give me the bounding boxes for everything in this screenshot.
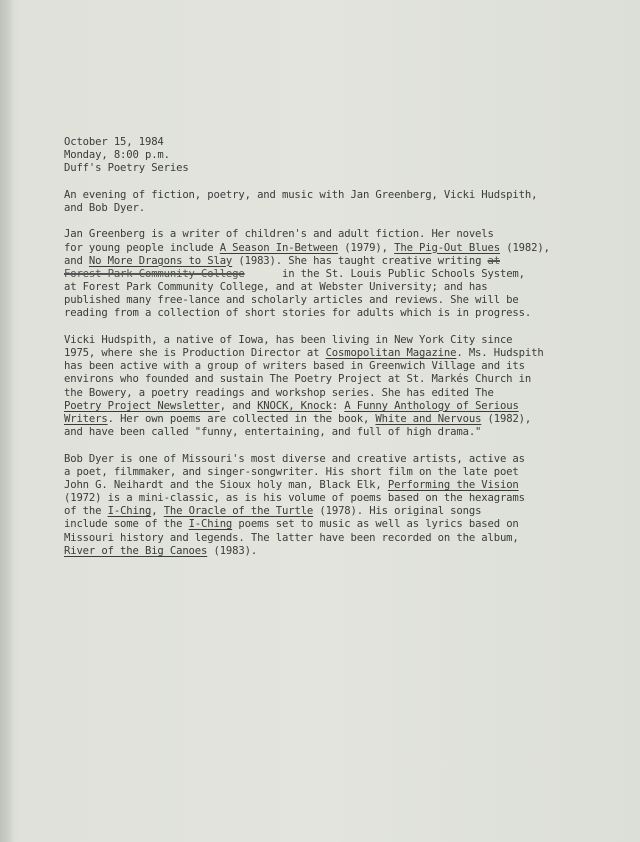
intro-line-1: An evening of fiction, poetry, and music with Jan Greenberg, Vicki Hudspith, (64, 188, 538, 201)
p3-line-4: (1972) is a mini-classic, as is his volume of poems based on the hexagrams (64, 492, 525, 505)
date-line: October 15, 1984 (64, 136, 164, 148)
text: (1978). His original songs (313, 505, 482, 518)
magazine-title: Cosmopolitan Magazine (325, 347, 457, 359)
text: : (331, 399, 345, 412)
p1-line-7: reading from a collection of short stories for adults which is in progress. (64, 307, 532, 320)
spacer (64, 321, 584, 334)
text: poems set to music as well as lyrics based on (232, 518, 519, 531)
text: . Ms. Hudspith (456, 347, 544, 359)
spacer (64, 176, 584, 189)
p1-line-1: Jan Greenberg is a writer of children's and adult fiction. Her novels (64, 228, 494, 241)
p3-line-5 (64, 505, 584, 518)
typed-document (64, 136, 584, 558)
publication-title: Writers (64, 412, 108, 425)
p3-line-8 (64, 545, 584, 558)
text: John G. Neihardt and the Sioux holy man, Black Elk, (64, 478, 388, 491)
paragraph-bob-dyer (64, 453, 584, 559)
text: . Her own poems are collected in the book, (107, 412, 376, 425)
intro-line-2: and Bob Dyer. (64, 201, 145, 214)
text: (1979), (338, 241, 395, 254)
p3-line-3 (64, 479, 584, 492)
book-title: No More Dragons to Slay (88, 254, 233, 267)
book-title: The Pig-Out Blues (394, 241, 500, 254)
text: (1982), (500, 241, 550, 254)
book-title: A Season In-Between (219, 241, 339, 254)
p2-line-6 (64, 400, 584, 413)
p3-line-1: Bob Dyer is one of Missouri's most diverse and creative artists, active as (64, 452, 525, 465)
spacer (64, 215, 584, 228)
publication-title: Poetry Project Newsletter (64, 399, 220, 412)
p1-line-5: at Forest Park Community College, and at Webster University; and has (64, 281, 488, 294)
text: (1983). She has taught creative writing (232, 254, 488, 267)
text: of the (64, 505, 108, 518)
album-title: River of the Big Canoes (64, 544, 208, 557)
p2-line-1: Vicki Hudspith, a native of Iowa, has been living in New York City since (64, 333, 513, 346)
text: for young people include (64, 241, 220, 254)
p2-line-7 (64, 413, 584, 426)
day-time-line: Monday, 8:00 p.m. (64, 149, 170, 162)
p2-line-5: the Bowery, a poetry readings and workshop series. She has edited The (64, 386, 494, 399)
p2-line-2 (64, 347, 584, 360)
text: (1982), (481, 412, 532, 425)
series-line: Duff's Poetry Series (64, 162, 189, 175)
paragraph-jan-greenberg (64, 228, 584, 320)
text: (1983). (207, 544, 258, 557)
p3-line-6 (64, 518, 584, 531)
book-title: The Oracle of the Turtle (163, 505, 314, 518)
struck-text: Forest Park Community College (64, 267, 245, 280)
p1-line-2 (64, 242, 584, 255)
text: include some of the (64, 518, 189, 531)
book-title: I-Ching (188, 518, 233, 531)
text: 1975, where she is Production Director at (64, 347, 326, 359)
paragraph-vicki-hudspith (64, 334, 584, 440)
p2-line-4: environs who founded and sustain The Poetry Project at St. Markés Church in (64, 373, 532, 386)
paper-edge-shadow (0, 0, 14, 842)
struck-text: at (487, 254, 500, 267)
text: , (151, 505, 164, 518)
book-title: White and Nervous (375, 412, 482, 425)
p1-line-6: published many free-lance and scholarly articles and reviews. She will be (64, 294, 519, 307)
spacer (64, 439, 584, 452)
text: in the St. Louis Public Schools System, (244, 267, 525, 280)
text: , and (219, 399, 258, 412)
publication-title: A Funny Anthology of Serious (344, 399, 519, 412)
book-title: I-Ching (107, 505, 152, 518)
p2-line-3: has been active with a group of writers based in Greenwich Village and its (64, 360, 525, 373)
text: and (64, 254, 89, 267)
p1-line-3 (64, 255, 584, 268)
p1-line-4 (64, 268, 584, 281)
p3-line-7: Missouri history and legends. The latter have been recorded on the album, (64, 531, 519, 544)
film-title: Performing the Vision (387, 478, 519, 491)
p3-line-2: a poet, filmmaker, and singer-songwriter. His short film on the late poet (64, 465, 519, 478)
p2-line-8: and have been called "funny, entertaining, and full of high drama." (64, 426, 482, 439)
publication-title: KNOCK, Knock (257, 399, 332, 412)
